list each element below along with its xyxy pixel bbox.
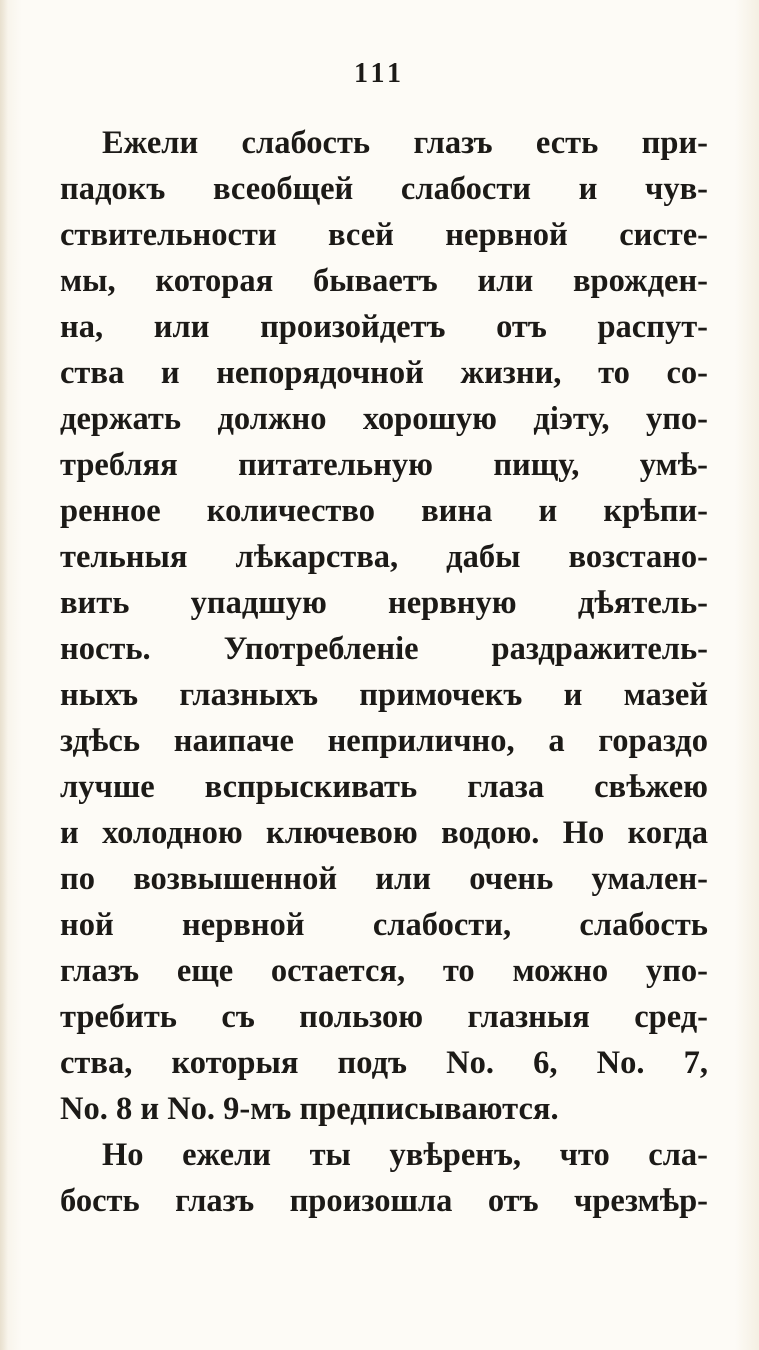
body-text (60, 120, 708, 1224)
text-line: вить упадшую нервную дѣятель- (60, 585, 708, 621)
text-line: ной нервной слабости, слабость (60, 907, 708, 943)
text-line: ствительности всей нервной систе- (60, 217, 708, 253)
text-line: требляя питательную пищу, умѣ- (60, 447, 708, 483)
text-line: глазъ еще остается, то можно упо- (60, 953, 708, 989)
text-line: держать должно хорошую дiэту, упо- (60, 401, 708, 437)
text-line: ренное количество вина и крѣпи- (60, 493, 708, 529)
paragraph-1 (60, 120, 708, 1132)
text-line: ства, которыя подъ No. 6, No. 7, (60, 1045, 708, 1081)
text-line: падокъ всеобщей слабости и чув- (60, 171, 708, 207)
text-line: лучше вспрыскивать глаза свѣжею (60, 769, 708, 805)
text-line: на, или произойдетъ отъ распут- (60, 309, 708, 345)
text-line: и холодною ключевою водою. Но когда (60, 815, 708, 851)
text-line: бость глазъ произошла отъ чрезмѣр- (60, 1183, 708, 1219)
paragraph-2 (60, 1132, 708, 1224)
text-line: тельныя лѣкарства, дабы возстано- (60, 539, 708, 575)
text-line: Но ежели ты увѣренъ, что сла- (102, 1137, 708, 1173)
text-line: требить съ пользою глазныя сред- (60, 999, 708, 1035)
text-line: мы, которая бываетъ или врожден- (60, 263, 708, 299)
page-number: 111 (354, 58, 405, 89)
text-line: ныхъ глазныхъ примочекъ и мазей (60, 677, 708, 713)
text-line: по возвышенной или очень умален- (60, 861, 708, 897)
text-line: ства и непорядочной жизни, то со- (60, 355, 708, 391)
text-line: Ежели слабость глазъ есть при- (102, 125, 708, 161)
page-edge-shadow (0, 0, 8, 1350)
text-line: No. 8 и No. 9-мъ предписываются. (60, 1091, 559, 1127)
text-line: здѣсь наипаче неприлично, а гораздо (60, 723, 708, 759)
text-line: ность. Употребленiе раздражитель- (60, 631, 708, 667)
